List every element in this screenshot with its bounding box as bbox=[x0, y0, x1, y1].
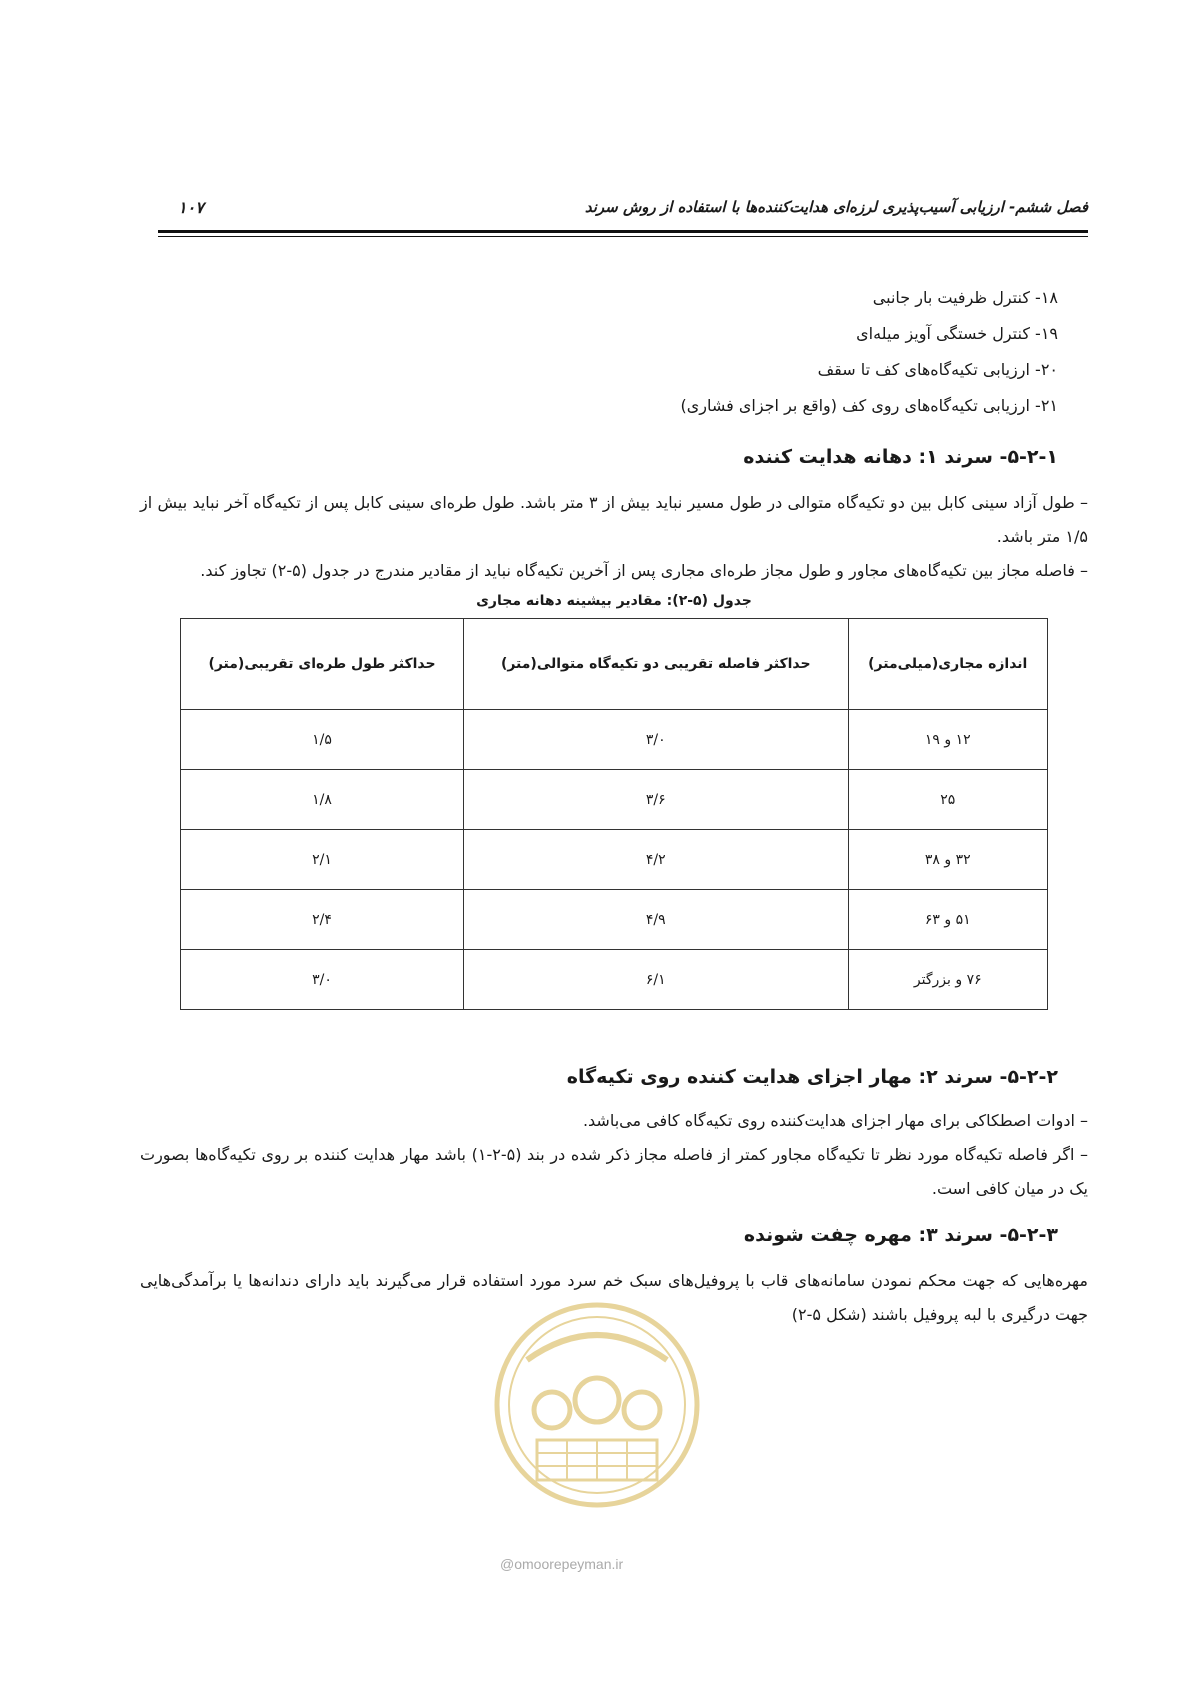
page-header bbox=[158, 198, 1088, 226]
list-item: ۱۹- کنترل خستگی آویز میله‌ای bbox=[856, 324, 1058, 343]
page-number: ۱۰۷ bbox=[178, 198, 204, 217]
table-row bbox=[181, 830, 1048, 890]
section-heading-1: ۵-۲-۱- سرند ۱: دهانه هدایت کننده bbox=[743, 446, 1058, 468]
table-cell: ۷۶ و بزرگتر bbox=[848, 950, 1047, 1010]
section2-paragraph-2: – اگر فاصله تکیه‌گاه مورد نظر تا تکیه‌گاه مجاور کمتر از فاصله مجاز ذکر شده در بند (۵-۲-۱) باشد مهار هدایت کننده بر روی تکیه‌گاه‌ها بصورت یک در میان کافی است. bbox=[140, 1145, 1088, 1198]
header-rule-thin bbox=[158, 236, 1088, 237]
table-header-row bbox=[181, 619, 1048, 710]
table-row bbox=[181, 950, 1048, 1010]
table-cell: ۵۱ و ۶۳ bbox=[848, 890, 1047, 950]
numbered-list bbox=[140, 280, 1088, 424]
list-item: ۲۱- ارزیابی تکیه‌گاه‌های روی کف (واقع بر اجزای فشاری) bbox=[680, 396, 1058, 415]
table-cell: ۱/۵ bbox=[181, 710, 464, 770]
section-heading-2: ۵-۲-۲- سرند ۲: مهار اجزای هدایت کننده روی تکیه‌گاه bbox=[566, 1066, 1058, 1088]
table-row bbox=[181, 890, 1048, 950]
table-row bbox=[181, 770, 1048, 830]
section-heading-3: ۵-۲-۳- سرند ۳: مهره چفت شونده bbox=[743, 1224, 1058, 1246]
list-item: ۱۸- کنترل ظرفیت بار جانبی bbox=[872, 288, 1058, 307]
table-cell: ۳/۶ bbox=[464, 770, 849, 830]
table-cell: ۲۵ bbox=[848, 770, 1047, 830]
header-rule-thick bbox=[158, 230, 1088, 233]
header-cell-span: حداکثر فاصله تقریبی دو تکیه‌گاه متوالی(متر) bbox=[464, 619, 849, 710]
table-cell: ۳/۰ bbox=[181, 950, 464, 1010]
table-caption: جدول (۵-۲): مقادیر بیشینه دهانه مجاری bbox=[476, 593, 752, 609]
section2-paragraph-1: – ادوات اصطکاکی برای مهار اجزای هدایت‌کننده روی تکیه‌گاه کافی می‌باشد. bbox=[582, 1111, 1088, 1130]
table-cell: ۴/۹ bbox=[464, 890, 849, 950]
table-cell: ۳/۰ bbox=[464, 710, 849, 770]
watermark-seal-icon bbox=[482, 1290, 712, 1570]
chapter-title: فصل ششم- ارزیابی آسیب‌پذیری لرزه‌ای هدایت‌کننده‌ها با استفاده از روش سرند bbox=[584, 198, 1088, 216]
table-cell: ۱/۸ bbox=[181, 770, 464, 830]
section1-paragraph-1: – طول آزاد سینی کابل بین دو تکیه‌گاه متوالی در طول مسیر نباید بیش از ۳ متر باشد. طول طره‌ای سینی کابل پس از تکیه‌گاه آخر نباید بیش از ۱/۵ متر باشد. bbox=[140, 493, 1088, 546]
section1-paragraph-2: – فاصله مجاز بین تکیه‌گاه‌های مجاور و طول مجاز طره‌ای مجاری پس از آخرین تکیه‌گاه نباید از مقادیر مندرج در جدول (۵-۲) تجاوز کند. bbox=[200, 561, 1088, 580]
table-cell: ۳۲ و ۳۸ bbox=[848, 830, 1047, 890]
watermark-url: @omoorepeyman.ir bbox=[500, 1556, 624, 1572]
table-cell: ۲/۱ bbox=[181, 830, 464, 890]
header-cell-size: اندازه مجاری(میلی‌متر) bbox=[848, 619, 1047, 710]
table-cell: ۶/۱ bbox=[464, 950, 849, 1010]
span-table bbox=[180, 618, 1048, 1010]
list-item: ۲۰- ارزیابی تکیه‌گاه‌های کف تا سقف bbox=[817, 360, 1058, 379]
section3-paragraph-1: مهره‌هایی که جهت محکم نمودن سامانه‌های قاب با پروفیل‌های سبک خم سرد مورد استفاده قرار می‌گیرند باید دارای دندانه‌ها یا برآمدگی‌هایی جهت درگیری با لبه پروفیل باشند (شکل ۵-۲) bbox=[140, 1271, 1088, 1324]
table-row bbox=[181, 710, 1048, 770]
table-cell: ۲/۴ bbox=[181, 890, 464, 950]
table-cell: ۴/۲ bbox=[464, 830, 849, 890]
main-content bbox=[140, 280, 1088, 1332]
header-cell-cantilever: حداکثر طول طره‌ای تقریبی(متر) bbox=[181, 619, 464, 710]
table-cell: ۱۲ و ۱۹ bbox=[848, 710, 1047, 770]
